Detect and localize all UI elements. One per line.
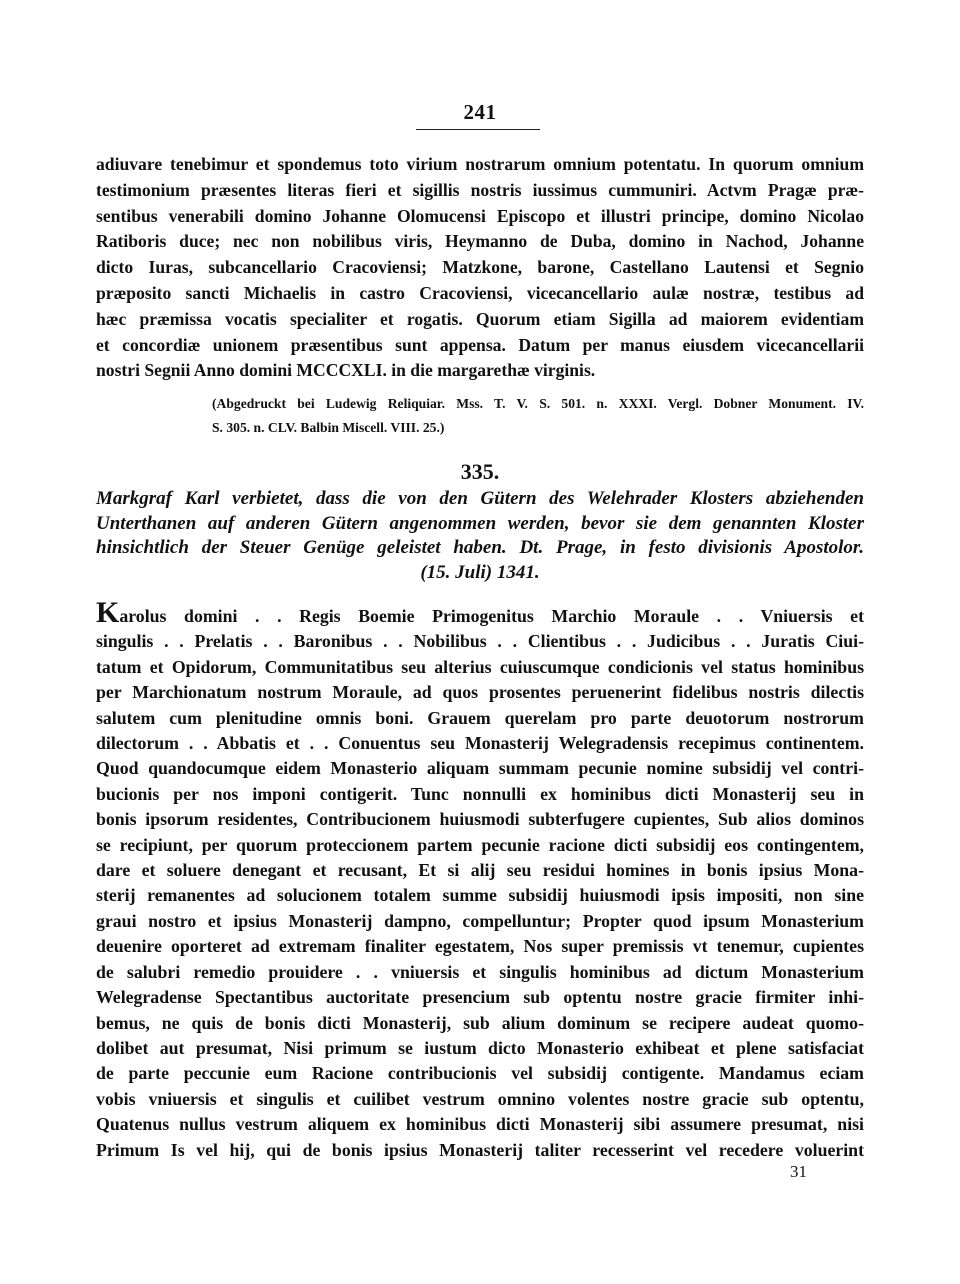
summary-line: hinsichtlich der Steuer Genüge geleistet haben. Dt. Prage, in festo divisionis Apostolor. — [96, 537, 864, 558]
body-line: singulis . . Prelatis . . Baronibus . . Nobilibus . . Clientibus . . Judicibus . . Juratis Ciui- — [96, 631, 864, 652]
citation-note — [212, 392, 864, 440]
body-line: Primum Is vel hij, qui de bonis ipsius Monasterij taliter recesserint vel recedere voluerint — [96, 1139, 864, 1160]
body-line: Quod quandocumque eidem Monasterio aliquam summam pecunie nomine subsidij vel contri- — [96, 758, 864, 779]
body-line: salutem cum plenitudine omnis boni. Grauem querelam pro parte deuotorum nostrorum — [96, 707, 864, 728]
body-line: bucionis per nos imponi contigerit. Tunc nonnulli ex hominibus dicti Monasterij seu in — [96, 783, 864, 804]
body-line: deuenire oporteret ad extremam finaliter egestatem, Nos super premissis vt tenemur, cupientes — [96, 936, 864, 957]
text-line: dicto Iuras, subcancellario Cracoviensi; Matzkone, barone, Castellano Lautensi et Segnio — [96, 257, 864, 278]
summary-line: Markgraf Karl verbietet, dass die von den Gütern des Welehrader Klosters abziehenden — [96, 488, 864, 509]
body-line: bonis ipsorum residentes, Contribucionem huiusmodi subterfugere cupientes, Sub alios dominos — [96, 809, 864, 830]
text-line: nostri Segnii Anno domini MCCCXLI. in die margarethæ virginis. — [96, 360, 596, 381]
body-line: dare et soluere denegant et recusant, Et si alij seu residui homines in bonis ipsius Mona- — [96, 860, 864, 881]
text-line: hæc præmissa vocatis specialiter et rogatis. Quorum etiam Sigilla ad maiorem evidentiam — [96, 308, 864, 329]
body-line: vobis vniuersis et singulis et cuilibet vestrum omnino volentes nostre gracie sub optentu, — [96, 1088, 864, 1109]
page-number: 241 — [463, 100, 497, 124]
body-line: Quatenus nullus vestrum aliquem ex hominibus dicti Monasterij sibi assumere presumat, nisi — [96, 1114, 864, 1135]
body-line: per Marchionatum nostrum Moraule, ad quos prosentes peruenerint fidelibus nostris dilectis — [96, 682, 864, 703]
citation-line: S. 305. n. CLV. Balbin Miscell. VIII. 25.) — [212, 420, 445, 435]
citation-line: (Abgedruckt bei Ludewig Reliquiar. Mss. T. V. S. 501. n. XXXI. Vergl. Dobner Monument. IV. — [212, 396, 864, 411]
body-line: dilectorum . . Abbatis et . . Conuentus seu Monasterij Welegradensis recepimus continentem. — [96, 733, 864, 754]
text-line: Ratiboris duce; nec non nobilibus viris, Heymanno de Duba, domino in Nachod, Johanne — [96, 231, 864, 252]
body-line: graui nostro et ipsius Monasterij dampno, compelluntur; Propter quod ipsum Monasterium — [96, 910, 864, 931]
header-rule — [416, 129, 540, 130]
body-first-line-text: arolus domini . . Regis Boemie Primogenitus Marchio Moraule . . Vniuersis et — [119, 606, 864, 626]
body-line: dolibet aut presumat, Nisi primum se iustum dicto Monasterio exhibeat et plene satisfaciat — [96, 1037, 864, 1058]
document-number: 335. — [460, 459, 500, 484]
document-date: (15. Juli) 1341. — [420, 561, 540, 583]
body-first-line — [96, 596, 864, 629]
body-line: de parte peccunie eum Racione contribucionis vel subsidij contigente. Mandamus eciam — [96, 1063, 864, 1084]
document-summary — [96, 487, 864, 585]
drop-cap: K — [96, 596, 120, 629]
text-line: sentibus venerabili domino Johanne Olomucensi Episcopo et illustri principe, domino Nicolao — [96, 205, 864, 226]
body-line: sterij remanentes ad solucionem totalem summe subsidij huiusmodi ipsis impositi, non sine — [96, 885, 864, 906]
body-line: Welegradense Spectantibus auctoritate presencium sub optentu nostre gracie firmiter inhi- — [96, 987, 864, 1008]
text-line: præposito sancti Michaelis in castro Cracoviensi, vicecancellario aulæ nostræ, testibus ad — [96, 282, 864, 303]
text-line: adiuvare tenebimur et spondemus toto virium nostrarum omnium potentatu. In quorum omnium — [96, 154, 864, 174]
text-line: et concordiæ unionem præsentibus sunt appensa. Datum per manus eiusdem vicecancellarii — [96, 334, 864, 355]
text-line: testimonium præsentes literas fieri et sigillis nostris iussimus cummuniri. Actvm Pragæ præ- — [96, 179, 864, 200]
summary-line: Unterthanen auf anderen Gütern angenommen werden, bevor sie dem genannten Kloster — [96, 512, 864, 534]
body-line: bemus, ne quis de bonis dicti Monasterij, sub alium dominum se recipere audeat quomo- — [96, 1012, 864, 1033]
paragraph-continuation — [96, 152, 864, 384]
body-line: de salubri remedio prouidere . . vniuersis et singulis hominibus ad dictum Monasterium — [96, 961, 864, 982]
signature-mark: 31 — [790, 1162, 807, 1181]
body-line: tatum et Opidorum, Communitatibus seu alterius cuiuscumque condicionis vel status hominibus — [96, 656, 864, 677]
document-body — [96, 596, 864, 1163]
body-line: se recipiunt, per quorum proteccionem partem pecunie racione dicti subsidij eos contingentem, — [96, 834, 864, 855]
